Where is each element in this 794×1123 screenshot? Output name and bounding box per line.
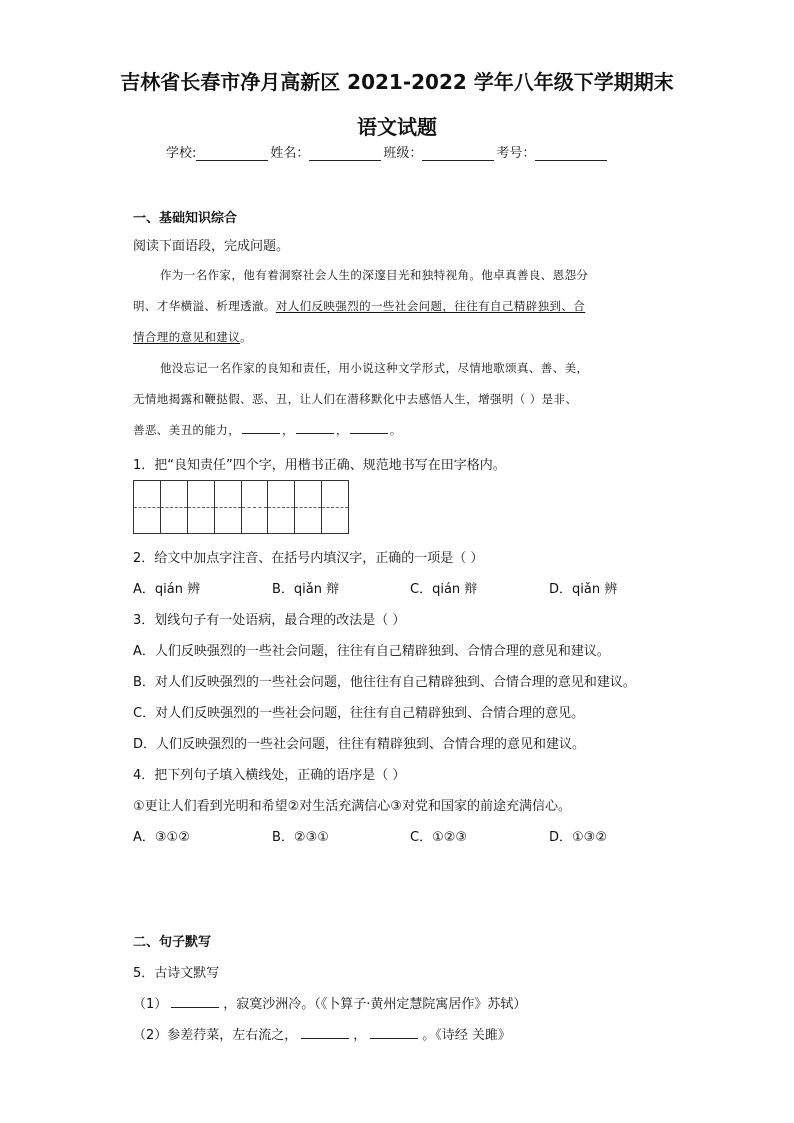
- grid-cell[interactable]: [242, 481, 269, 533]
- school-field[interactable]: [196, 146, 268, 161]
- q4-option-b[interactable]: B．②③①: [272, 830, 329, 845]
- q5-item-1-text: ，寂寞沙洲冷。（《卜算子·黄州定慧院寓居作》苏轼）: [223, 997, 527, 1012]
- underlined-sentence-part1: 对人们反映强烈的一些社会问题，往往有自己精辟独到、合: [275, 299, 586, 313]
- student-info-row: [166, 142, 609, 161]
- q5-item-2-start: （2）参差荇菜，左右流之，: [133, 1028, 298, 1043]
- q5-2-blank-2[interactable]: [370, 1026, 418, 1039]
- q2-option-a[interactable]: A．qián 辨: [133, 582, 201, 597]
- answer-blank-3[interactable]: [350, 422, 388, 434]
- grid-cell[interactable]: [134, 481, 161, 533]
- q3-option-b[interactable]: B．对人们反映强烈的一些社会问题，他往往有自己精辟独到、合情合理的意见和建议。: [133, 675, 636, 690]
- passage-p1-line2-plain: 明、才华横溢、析理透澈。: [133, 299, 276, 313]
- class-field[interactable]: [422, 146, 494, 161]
- q5-item-1: [133, 993, 526, 1012]
- underlined-sentence-part2: 情合理的意见和建议: [133, 330, 241, 344]
- q2-option-c[interactable]: C．qián 辩: [410, 582, 478, 597]
- q3-option-c[interactable]: C．对人们反映强烈的一些社会问题，往往有自己精辟独到、合情合理的意见。: [133, 706, 585, 721]
- comma-2: ，: [336, 423, 348, 437]
- period: 。: [389, 423, 402, 437]
- passage-p1-line2: [133, 298, 585, 314]
- grid-cell[interactable]: [322, 481, 348, 533]
- class-label: 班级：: [383, 146, 423, 161]
- grid-cell[interactable]: [161, 481, 188, 533]
- question-3: 3．划线句子有一处语病，最合理的改法是（ ）: [133, 613, 406, 628]
- q5-1-blank[interactable]: [171, 995, 219, 1008]
- q4-sentences: ①更让人们看到光明和希望②对生活充满信心③对党和国家的前途充满信心。: [133, 799, 571, 814]
- question-5: 5．古诗文默写: [133, 966, 220, 981]
- tianzige-grid[interactable]: [133, 480, 349, 534]
- grid-cell[interactable]: [215, 481, 242, 533]
- school-label: 学校:: [166, 146, 197, 161]
- question-2: 2．给文中加点字注音、在括号内填汉字，正确的一项是（ ）: [133, 551, 484, 566]
- q5-item-2-end: 。《诗经 关雎》: [422, 1028, 511, 1043]
- exam-title-line1: 吉林省长春市净月高新区 2021-2022 学年八年级下学期期末: [120, 70, 674, 94]
- exam-number-field[interactable]: [535, 146, 607, 161]
- comma-1: ，: [282, 423, 295, 437]
- section1-heading: 一、基础知识综合: [133, 211, 238, 226]
- passage-p1-line3: [133, 329, 252, 345]
- exam-number-label: 考号：: [496, 146, 536, 161]
- passage-p1-line1: 作为一名作家，他有着洞察社会人生的深邃目光和独特视角。他卓真善良、恩怨分: [160, 268, 589, 282]
- q3-option-d[interactable]: D．人们反映强烈的一些社会问题，往往有精辟独到、合情合理的意见和建议。: [133, 737, 586, 752]
- answer-blank-1[interactable]: [242, 422, 280, 434]
- q5-item-2-sep: ，: [353, 1028, 367, 1043]
- section2-heading: 二、句子默写: [133, 935, 212, 950]
- name-field[interactable]: [309, 146, 381, 161]
- name-label: 姓名：: [270, 146, 310, 161]
- q4-option-a[interactable]: A．③①②: [133, 830, 190, 845]
- q5-item-2: [133, 1024, 511, 1043]
- passage-p2-line2: 无情地揭露和鞭挞假、恶、丑，让人们在潜移默化中去感悟人生，增强明（ ）是非、: [133, 392, 578, 406]
- q2-option-d[interactable]: D．qiǎn 辨: [549, 582, 618, 597]
- question-1: 1．把“良知责任”四个字，用楷书正确、规范地书写在田字格内。: [133, 458, 506, 473]
- grid-cell[interactable]: [188, 481, 215, 533]
- q2-option-b[interactable]: B．qiǎn 辩: [272, 582, 340, 597]
- grid-cell[interactable]: [268, 481, 295, 533]
- grid-cell[interactable]: [295, 481, 322, 533]
- passage-p2-line1: 他没忘记一名作家的良知和责任，用小说这种文学形式，尽情地歌颂真、善、美，: [160, 361, 589, 375]
- section1-instruction: 阅读下面语段，完成问题。: [133, 239, 290, 254]
- answer-blank-2[interactable]: [296, 422, 334, 434]
- q5-2-blank-1[interactable]: [301, 1026, 349, 1039]
- question-4: 4．把下列句子填入横线处，正确的语序是（ ）: [133, 768, 406, 783]
- passage-p2-line3-start: 善恶、美丑的能力，: [133, 423, 241, 437]
- q5-item-1-number: （1）: [133, 997, 168, 1012]
- q4-option-d[interactable]: D．①③②: [549, 830, 607, 845]
- passage-p1-line3-end: 。: [240, 330, 253, 344]
- q4-option-c[interactable]: C．①②③: [410, 830, 468, 845]
- exam-title-line2: 语文试题: [357, 115, 437, 139]
- passage-p2-line3: [133, 422, 402, 438]
- q3-option-a[interactable]: A．人们反映强烈的一些社会问题，往往有自己精辟独到、合情合理的意见和建议。: [133, 644, 610, 659]
